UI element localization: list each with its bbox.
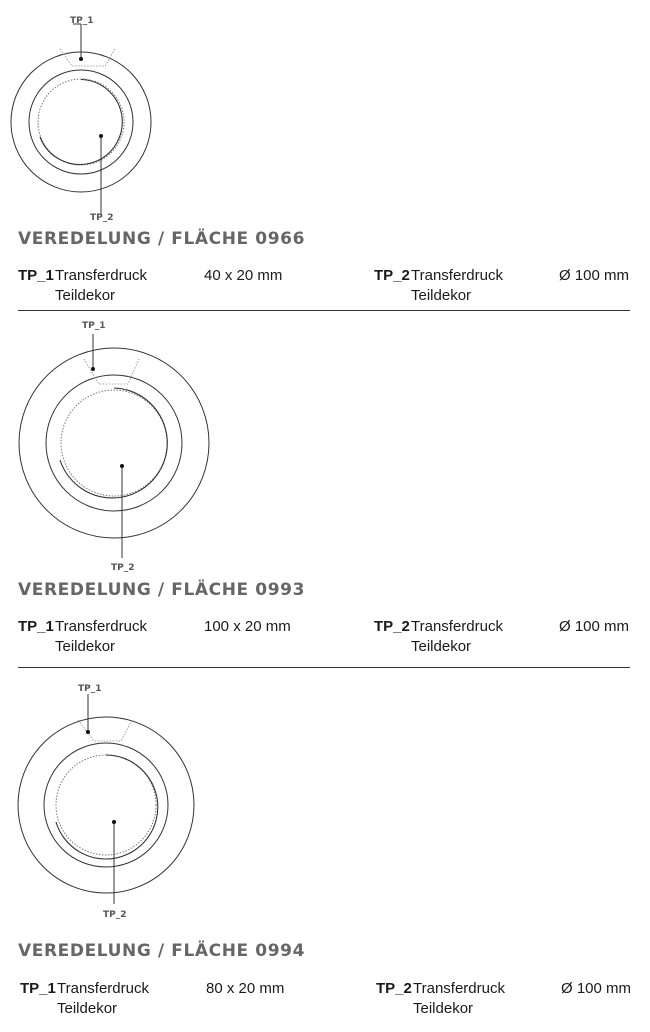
spec-row: [20, 979, 634, 1023]
tp2-code: TP_2: [374, 618, 410, 635]
tp2-description: [411, 266, 503, 306]
tp2-label: TP_2: [111, 563, 135, 573]
tp1-type: Teildekor: [55, 287, 116, 304]
tp2-method: Transferdruck: [413, 980, 505, 997]
section-title: VEREDELUNG / FLÄCHE 0994: [18, 941, 306, 961]
tp2-description: [413, 979, 505, 1019]
tp1-method: Transferdruck: [57, 980, 149, 997]
tp2-size: Ø 100 mm: [559, 267, 630, 284]
tp1-code: TP_1: [18, 267, 54, 284]
tp2-size: Ø 100 mm: [561, 980, 632, 997]
tp2-size: Ø 100 mm: [559, 618, 630, 635]
tp2-type: Teildekor: [411, 638, 472, 655]
tp2-code: TP_2: [374, 267, 410, 284]
tp1-description: [57, 979, 149, 1019]
tp1-size: 40 x 20 mm: [204, 267, 283, 284]
tp1-type: Teildekor: [57, 1000, 118, 1017]
section-title: VEREDELUNG / FLÄCHE 0966: [18, 229, 306, 249]
tp1-label: TP_1: [70, 16, 94, 26]
spec-row: [18, 617, 632, 661]
tp1-method: Transferdruck: [55, 267, 147, 284]
tp1-method: Transferdruck: [55, 618, 147, 635]
plate-diagram-0966: [0, 8, 230, 248]
tp2-type: Teildekor: [411, 287, 472, 304]
tp1-size: 80 x 20 mm: [206, 980, 285, 997]
tp1-code: TP_1: [20, 980, 56, 997]
tp1-description: [55, 617, 147, 657]
tp1-description: [55, 266, 147, 306]
tp2-label: TP_2: [103, 910, 127, 920]
tp2-method: Transferdruck: [411, 267, 503, 284]
tp1-type: Teildekor: [55, 638, 116, 655]
section-divider: [18, 667, 630, 668]
section-divider: [18, 310, 630, 311]
tp2-description: [411, 617, 503, 657]
tp1-label: TP_1: [78, 684, 102, 694]
tp1-code: TP_1: [18, 618, 54, 635]
spec-row: [18, 266, 632, 310]
plate-diagram-icon: [0, 676, 230, 920]
tp2-type: Teildekor: [413, 1000, 474, 1017]
plate-diagram-0994: [0, 676, 230, 920]
tp2-label: TP_2: [90, 213, 114, 223]
plate-diagram-icon: [0, 314, 230, 573]
tp2-method: Transferdruck: [411, 618, 503, 635]
section-title: VEREDELUNG / FLÄCHE 0993: [18, 580, 306, 600]
tp1-label: TP_1: [82, 321, 106, 331]
plate-diagram-icon: [0, 8, 230, 248]
tp1-size: 100 x 20 mm: [204, 618, 291, 635]
tp2-code: TP_2: [376, 980, 412, 997]
plate-diagram-0993: [0, 314, 230, 573]
